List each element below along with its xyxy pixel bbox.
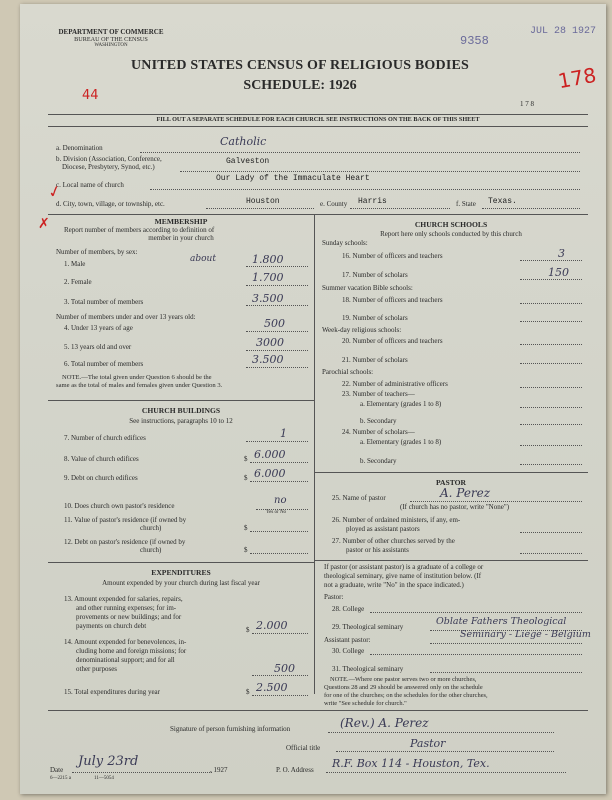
q2-female-label: 2. Female <box>64 278 92 286</box>
q29-seminary-line1[interactable]: Oblate Fathers Theological <box>436 616 567 627</box>
q25-label: 25. Name of pastor <box>332 494 386 502</box>
q7-edifices-label: 7. Number of church edifices <box>64 434 146 442</box>
state-value[interactable]: Texas. <box>488 197 517 206</box>
signature-value[interactable]: (Rev.) A. Perez <box>340 716 429 730</box>
membership-note-1: NOTE.—The total given under Question 6 should be the <box>62 374 212 381</box>
q11-label-1: 11. Value of pastor's residence (if owned by <box>64 516 187 524</box>
form-number-2: 11—5054 <box>94 776 114 781</box>
q15-total-label: 15. Total expenditures during year <box>64 688 160 696</box>
county-label: e. County <box>320 200 348 208</box>
q12-label-1: 12. Debt on pastor's residence (if owned by <box>64 538 186 546</box>
po-address-value[interactable]: R.F. Box 114 - Houston, Tex. <box>332 757 490 770</box>
q13-line2: and other running expenses; for im- <box>76 604 177 612</box>
red-x-mark: ✗ <box>38 216 50 232</box>
membership-note-2: same as the total of males and females given under Question 3. <box>56 382 223 389</box>
q13-value[interactable]: 2.000 <box>256 619 288 632</box>
pastor-note-3: for one of the churches; on the schedules for the other churches, <box>324 692 488 699</box>
q20-label: 20. Number of officers and teachers <box>342 337 443 345</box>
q16-label: 16. Number of officers and teachers <box>342 252 443 260</box>
q11-label-2: church) <box>140 524 162 532</box>
pastor-note-2: Questions 28 and 29 should be answered only on the schedule <box>324 684 483 691</box>
pastor-note-4: write "See schedule for church." <box>324 700 407 707</box>
official-title-value[interactable]: Pastor <box>410 737 446 750</box>
q11-dollar-sign: $ <box>244 524 248 532</box>
q23a-label: a. Elementary (grades 1 to 8) <box>360 400 442 408</box>
local-church-name-label: c. Local name of church <box>56 181 124 189</box>
schedule-year: SCHEDULE: 1926 <box>243 78 357 93</box>
schools-subtitle: Report here only schools conducted by this church <box>380 230 522 238</box>
q13-line4: payments on church debt <box>76 622 147 630</box>
q26-line2: ployed as assistant pastors <box>346 525 420 533</box>
state-label: f. State <box>456 200 476 208</box>
graduate-instruction-1: If pastor (or assistant pastor) is a graduate of a college or <box>324 563 484 571</box>
denomination-label: a. Denomination <box>56 144 103 152</box>
q21-label: 21. Number of scholars <box>342 356 408 364</box>
q24-label: 24. Number of scholars— <box>342 428 415 436</box>
q13-line1: 13. Amount expended for salaries, repairs, <box>64 595 183 603</box>
graduate-instruction-2: theological seminary, give name of institution below. (If <box>324 572 482 580</box>
q14-line2: cluding home and foreign missions; for <box>76 647 187 655</box>
weekday-schools-label: Week-day religious schools: <box>322 326 402 334</box>
q3-total-label: 3. Total number of members <box>64 298 144 306</box>
q22-label: 22. Number of administrative officers <box>342 380 448 388</box>
membership-note-line1: Report number of members according to definition of <box>64 226 215 234</box>
county-value[interactable]: Harris <box>358 197 387 206</box>
red-number-top: 178 <box>556 62 598 94</box>
expenditures-title: EXPENDITURES <box>151 568 211 577</box>
q1-male-label: 1. Male <box>64 260 86 268</box>
form-title: UNITED STATES CENSUS OF RELIGIOUS BODIES <box>130 58 469 73</box>
q8-value[interactable]: 6.000 <box>254 448 286 461</box>
schedule-side-number: 1 7 8 <box>520 100 534 108</box>
q8-value-label: 8. Value of church edifices <box>64 455 139 463</box>
file-number-stamp: 9358 <box>460 34 489 48</box>
po-address-label: P. O. Address <box>276 766 314 774</box>
q2-female-value[interactable]: 1.700 <box>252 271 284 284</box>
pastor-note-1: NOTE.—Where one pastor serves two or more churches, <box>330 676 477 683</box>
graduate-instruction-3: not a graduate, write "No" in the space indicated.) <box>324 581 464 589</box>
q23-label: 23. Number of teachers— <box>342 390 415 398</box>
q17-label: 17. Number of scholars <box>342 271 408 279</box>
date-value[interactable]: July 23rd <box>78 754 139 769</box>
denomination-value[interactable]: Catholic <box>220 135 267 148</box>
q9-debt-value[interactable]: 6.000 <box>254 467 286 480</box>
city-label: d. City, town, village, or township, etc. <box>56 200 165 208</box>
official-title-label: Official title <box>286 744 321 752</box>
assistant-pastor-label: Assistant pastor: <box>324 636 371 644</box>
q15-dollar-sign: $ <box>246 688 250 696</box>
q4-under13-label: 4. Under 13 years of age <box>64 324 133 332</box>
q27-line2: pastor or his assistants <box>346 546 409 554</box>
q29-seminary-line2[interactable]: Seminary - Liege - Belgium <box>460 629 591 640</box>
buildings-subtitle: See instructions, paragraphs 10 to 12 <box>129 417 233 425</box>
pastor-title: PASTOR <box>435 478 467 487</box>
membership-title: MEMBERSHIP <box>154 217 208 226</box>
q14-value[interactable]: 500 <box>274 662 295 675</box>
q3-total-value[interactable]: 3.500 <box>252 292 284 305</box>
q10-residence-label: 10. Does church own pastor's residence <box>64 502 175 510</box>
q10-residence-value[interactable]: no <box>274 495 287 506</box>
q14-line4: other purposes <box>76 665 118 673</box>
q18-label: 18. Number of officers and teachers <box>342 296 443 304</box>
q29-label: 29. Theological seminary <box>332 623 404 631</box>
q25-pastor-name[interactable]: A. Perez <box>440 486 491 500</box>
signature-label: Signature of person furnishing information <box>170 725 291 733</box>
city-value[interactable]: Houston <box>246 197 280 206</box>
red-check-mark: ✓ <box>45 180 64 203</box>
q8-dollar-sign: $ <box>244 455 248 463</box>
division-label-line2: Diocese, Presbytery, Synod, etc.) <box>62 163 155 171</box>
expenditures-subtitle: Amount expended by your church during last fiscal year <box>102 579 260 587</box>
by-sex-label: Number of members, by sex: <box>56 248 138 256</box>
by-age-label: Number of members under and over 13 years old: <box>56 313 196 321</box>
summer-schools-label: Summer vacation Bible schools: <box>322 284 413 292</box>
membership-note-line2: member in your church <box>148 234 214 242</box>
parochial-schools-label: Parochial schools: <box>322 368 374 376</box>
department-name: DEPARTMENT OF COMMERCE <box>58 28 164 36</box>
instruction-line: FILL OUT A SEPARATE SCHEDULE FOR EACH CHURCH. SEE INSTRUCTIONS ON THE BACK OF THIS SHEET <box>156 116 480 123</box>
q26-line1: 26. Number of ordained ministers, if any, em- <box>332 516 461 524</box>
q25-hint: (If church has no pastor, write "None") <box>400 503 510 511</box>
census-schedule-sheet <box>20 4 606 794</box>
q12-dollar-sign: $ <box>244 546 248 554</box>
division-value[interactable]: Galveston <box>226 157 270 166</box>
q5-over13-label: 5. 13 years old and over <box>64 343 132 351</box>
q6-total-label: 6. Total number of members <box>64 360 144 368</box>
q12-label-2: church) <box>140 546 162 554</box>
q16-value[interactable]: 3 <box>558 247 565 260</box>
date-year: , 1927 <box>210 766 228 774</box>
q24a-label: a. Elementary (grades 1 to 8) <box>360 438 442 446</box>
schools-title: CHURCH SCHOOLS <box>414 220 488 229</box>
q10-hint: Yes or No <box>266 510 287 515</box>
buildings-title: CHURCH BUILDINGS <box>141 406 221 415</box>
form-number-1: 6—2215 a <box>50 776 71 781</box>
q4-under13-value[interactable]: 500 <box>264 317 285 330</box>
q9-debt-label: 9. Debt on church edifices <box>64 474 138 482</box>
q14-line3: denominational support; and for all <box>76 656 175 664</box>
q5-over13-value[interactable]: 3000 <box>256 336 284 349</box>
q28-label: 28. College <box>332 605 365 613</box>
q23b-label: b. Secondary <box>360 417 397 425</box>
bureau-city: WASHINGTON <box>94 43 128 48</box>
q24b-label: b. Secondary <box>360 457 397 465</box>
q9-dollar-sign: $ <box>244 474 248 482</box>
q7-edifices-value[interactable]: 1 <box>280 427 287 440</box>
date-label: Date <box>50 766 64 774</box>
sunday-schools-label: Sunday schools: <box>322 239 368 247</box>
q17-value[interactable]: 150 <box>548 266 569 279</box>
bureau-name: BUREAU OF THE CENSUS <box>74 36 148 43</box>
q27-line1: 27. Number of other churches served by the <box>332 537 455 545</box>
q15-total-value[interactable]: 2.500 <box>256 681 288 694</box>
q31-label: 31. Theological seminary <box>332 665 404 673</box>
q30-label: 30. College <box>332 647 365 655</box>
red-number-left: 44 <box>82 88 99 103</box>
q14-line1: 14. Amount expended for benevolences, in- <box>64 638 187 646</box>
received-date-stamp: JUL 28 1927 <box>530 26 597 37</box>
q13-line3: provements or new buildings; and for <box>76 613 182 621</box>
q19-label: 19. Number of scholars <box>342 314 408 322</box>
q13-dollar-sign: $ <box>246 626 250 634</box>
q1-male-value[interactable]: 1.800 <box>252 253 284 266</box>
division-label-line1: b. Division (Association, Conference, <box>56 155 162 163</box>
local-church-name-value[interactable]: Our Lady of the Immaculate Heart <box>216 174 370 183</box>
q1-qualifier: about <box>190 254 216 264</box>
pastor-section-label: Pastor: <box>324 593 344 601</box>
q6-total-value[interactable]: 3.500 <box>252 353 284 366</box>
